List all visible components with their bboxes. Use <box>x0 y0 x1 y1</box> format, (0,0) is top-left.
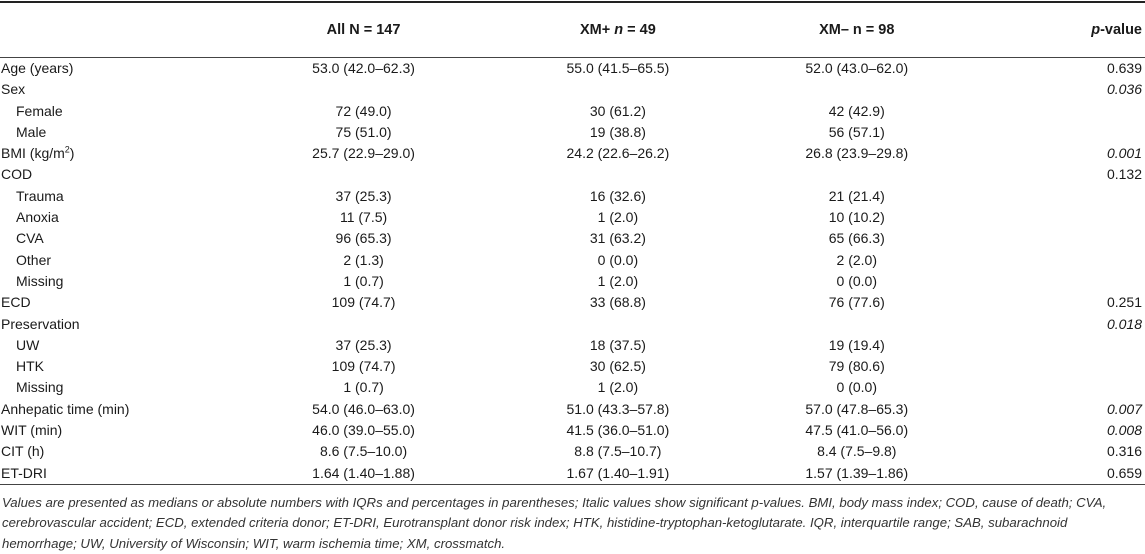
cell-xm-positive: 51.0 (43.3–57.8) <box>566 400 670 417</box>
cell-all: 96 (65.3) <box>335 230 392 247</box>
cell-all: 1 (0.7) <box>343 272 384 289</box>
header-all: All N = 147 <box>326 22 401 38</box>
cell-all <box>231 164 495 185</box>
cell-xm-positive: 19 (38.8) <box>589 123 646 140</box>
row-label: Anoxia <box>16 209 59 226</box>
cell-xm-positive <box>496 164 740 185</box>
row-label: HTK <box>16 358 44 375</box>
cell-p-value: 0.007 <box>1106 400 1143 417</box>
row-label: Trauma <box>16 187 64 204</box>
cell-all: 2 (1.3) <box>343 251 384 268</box>
cell-p-value: 0.001 <box>1106 145 1143 162</box>
cell-xm-positive: 31 (63.2) <box>589 230 646 247</box>
cell-xm-positive: 1 (2.0) <box>597 272 639 289</box>
cell-p-value: 0.316 <box>1106 443 1143 460</box>
table-row <box>0 335 1145 356</box>
cell-all: 8.6 (7.5–10.0) <box>319 443 408 460</box>
table-row <box>0 79 1145 100</box>
table-row <box>0 143 1145 164</box>
table-row <box>0 207 1145 228</box>
cell-p-value: 0.659 <box>1106 464 1143 481</box>
table-row <box>0 186 1145 207</box>
row-label: WIT (min) <box>1 422 63 439</box>
row-label: BMI $(kg/m^2)$ <box>1 144 75 162</box>
cell-xm-negative: 2 (2.0) <box>836 251 877 268</box>
row-label: COD <box>1 166 33 183</box>
cell-xm-positive: 24.2 (22.6–26.2) <box>566 145 670 162</box>
table-row <box>0 58 1145 79</box>
cell-xm-negative: 21 (21.4) <box>828 187 885 204</box>
table-row <box>0 441 1145 462</box>
table-row <box>0 420 1145 441</box>
cell-all: 37 (25.3) <box>335 336 392 353</box>
cell-p-value: 0.008 <box>1106 422 1143 439</box>
table-row <box>0 399 1145 420</box>
cell-xm-negative: 0 (0.0) <box>836 379 877 396</box>
cell-xm-positive <box>496 79 740 100</box>
row-label: Other <box>16 251 52 268</box>
header-label-cell <box>0 3 231 57</box>
header-xm-negative: XM– n = 98 <box>819 22 895 38</box>
cell-all <box>231 79 495 100</box>
cell-xm-negative <box>740 314 973 335</box>
cell-all: 1 (0.7) <box>343 379 384 396</box>
header-xm-positive: XM+ n = 49 <box>580 22 656 38</box>
cell-p-value <box>973 207 1145 228</box>
cell-xm-negative: 26.8 (23.9–29.8) <box>805 145 909 162</box>
cell-all: 1.64 (1.40–1.88) <box>312 464 415 481</box>
row-label: Age (years) <box>1 60 74 76</box>
cell-xm-positive: 33 (68.8) <box>589 294 646 311</box>
cell-xm-negative: 42 (42.9) <box>828 102 885 119</box>
row-label: Male <box>16 123 47 140</box>
cell-xm-positive: 30 (61.2) <box>589 102 646 119</box>
cell-all: 109 (74.7) <box>331 294 396 311</box>
cell-xm-negative: 57.0 (47.8–65.3) <box>805 400 909 417</box>
cell-xm-negative: 56 (57.1) <box>828 123 885 140</box>
cell-all: 54.0 (46.0–63.0) <box>312 400 415 417</box>
donor-characteristics-table <box>0 1 1145 554</box>
header-row <box>0 3 1145 57</box>
cell-xm-positive: 16 (32.6) <box>589 187 646 204</box>
cell-all: 46.0 (39.0–55.0) <box>312 422 415 439</box>
table-row <box>0 101 1145 122</box>
row-label: UW <box>16 336 40 353</box>
table-row <box>0 463 1145 484</box>
cell-p-value: 0.132 <box>1106 166 1143 183</box>
cell-all: 25.7 (22.9–29.0) <box>312 145 415 162</box>
cell-all: 75 (51.0) <box>335 123 392 140</box>
cell-p-value <box>973 122 1145 143</box>
row-label: Female <box>16 102 63 119</box>
row-label: Missing <box>16 272 64 289</box>
cell-xm-positive: 30 (62.5) <box>589 358 646 375</box>
table-row <box>0 356 1145 377</box>
cell-xm-negative: 52.0 (43.0–62.0) <box>805 60 909 76</box>
row-label: ECD <box>1 294 31 311</box>
row-label: Missing <box>16 379 64 396</box>
cell-xm-negative: 10 (10.2) <box>828 209 885 226</box>
cell-xm-negative: 0 (0.0) <box>836 272 877 289</box>
cell-xm-negative: 19 (19.4) <box>828 336 885 353</box>
cell-p-value: 0.639 <box>1106 60 1143 76</box>
row-label: Sex <box>1 81 26 98</box>
cell-all: 11 (7.5) <box>339 209 388 226</box>
cell-p-value <box>973 186 1145 207</box>
cell-xm-negative: 8.4 (7.5–9.8) <box>817 443 897 460</box>
cell-xm-positive: 18 (37.5) <box>589 336 646 353</box>
cell-p-value <box>973 335 1145 356</box>
cell-xm-negative: 1.57 (1.39–1.86) <box>805 464 909 481</box>
table-footnote: Values are presented as medians or absolute numbers with IQRs and percentages in parentheses; Italic values show significant p-values. BMI, body mass index; COD, cause of death; CVA, cerebrovascular accident; ECD, extended criteria donor; ET-DRI, Eurotransplant donor risk index; HTK, histidine-tryptophan-ketoglutarate. IQR, interquartile range; SAB, subarachnoid hemorrhage; UW, University of Wisconsin; WIT, warm ischemia time; XM, crossmatch. <box>2 494 1107 551</box>
table-row <box>0 122 1145 143</box>
cell-p-value <box>973 377 1145 398</box>
row-label: CIT (h) <box>1 443 45 460</box>
cell-p-value: 0.018 <box>1106 315 1143 332</box>
cell-all: 109 (74.7) <box>331 358 396 375</box>
row-label: ET-DRI <box>1 464 47 481</box>
cell-xm-negative: 47.5 (41.0–56.0) <box>805 422 909 439</box>
cell-xm-positive: 8.8 (7.5–10.7) <box>574 443 662 460</box>
table-row <box>0 250 1145 271</box>
cell-p-value <box>973 356 1145 377</box>
cell-xm-positive: 1 (2.0) <box>597 209 639 226</box>
cell-xm-positive: 1.67 (1.40–1.91) <box>566 464 670 481</box>
cell-xm-negative <box>740 79 973 100</box>
table-row <box>0 314 1145 335</box>
cell-xm-positive: 0 (0.0) <box>597 251 639 268</box>
cell-xm-positive: 41.5 (36.0–51.0) <box>566 422 670 439</box>
row-label: Anhepatic time (min) <box>1 400 130 417</box>
cell-xm-negative: 65 (66.3) <box>828 230 885 247</box>
cell-p-value <box>973 228 1145 249</box>
cell-p-value <box>973 101 1145 122</box>
cell-xm-negative <box>740 164 973 185</box>
cell-all: 37 (25.3) <box>335 187 392 204</box>
table-row <box>0 271 1145 292</box>
cell-p-value: 0.036 <box>1106 81 1143 98</box>
table-row <box>0 228 1145 249</box>
cell-all: 53.0 (42.0–62.3) <box>312 60 415 76</box>
row-label: CVA <box>16 230 44 247</box>
cell-xm-negative: 76 (77.6) <box>828 294 885 311</box>
cell-all: 72 (49.0) <box>335 102 392 119</box>
table-row <box>0 292 1145 313</box>
table-body <box>0 58 1145 484</box>
header-p-value: p-value <box>1091 22 1143 38</box>
table-row <box>0 164 1145 185</box>
cell-xm-negative: 79 (80.6) <box>828 358 885 375</box>
cell-p-value <box>973 271 1145 292</box>
cell-xm-positive: 1 (2.0) <box>597 379 639 396</box>
cell-all <box>231 314 495 335</box>
row-label: Preservation <box>1 315 80 332</box>
cell-p-value: 0.251 <box>1106 294 1143 311</box>
table-row <box>0 377 1145 398</box>
cell-xm-positive <box>496 314 740 335</box>
cell-p-value <box>973 250 1145 271</box>
cell-xm-positive: 55.0 (41.5–65.5) <box>566 60 670 76</box>
